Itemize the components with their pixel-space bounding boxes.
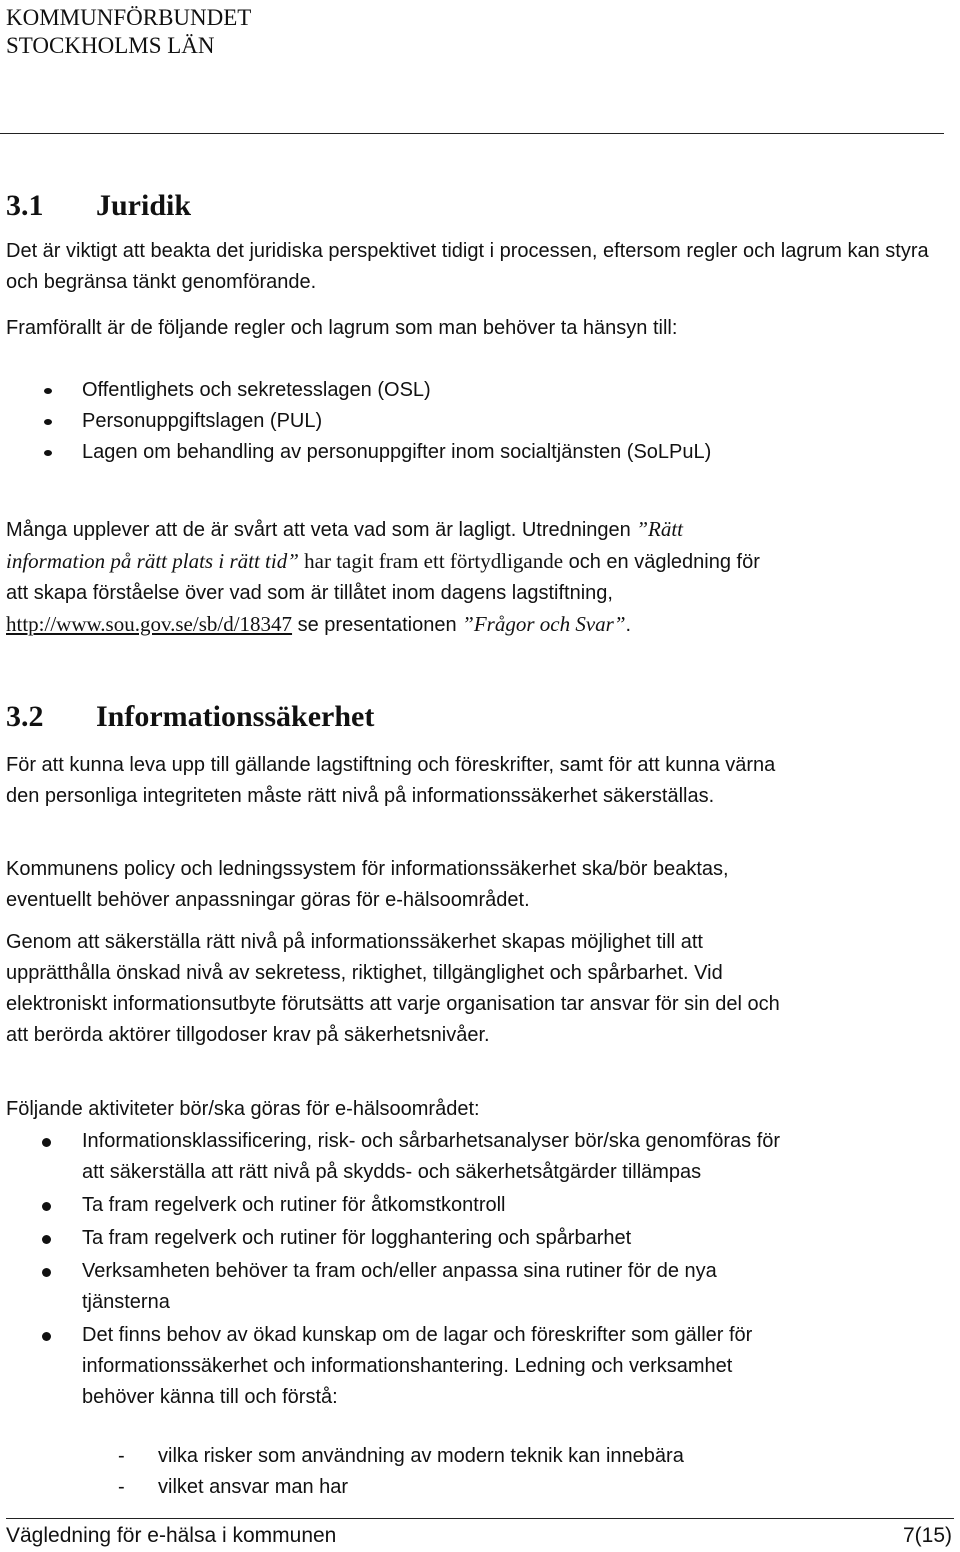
list-item: Ta fram regelverk och rutiner för åtkomstkontroll <box>0 1190 790 1221</box>
list-item: Informationsklassificering, risk- och sårbarhetsanalyser bör/ska genomföras för att säkerställa att rätt nivå på skydds- och säkerhetsåtgärder tillämpas <box>0 1126 790 1188</box>
footer-title: Vägledning för e-hälsa i kommunen <box>6 1524 337 1547</box>
paragraph-text: har tagit fram ett förtydligande <box>298 549 564 573</box>
list-item <box>0 1472 930 1503</box>
dash-marker: - <box>118 1445 125 1467</box>
infosak-paragraph-3: Genom att säkerställa rätt nivå på informationssäkerhet skapas möjlighet till att upprätthålla önskad nivå av sekretess, riktighet, tillgänglighet och spårbarhet. Vid elektroniskt informationsutbyte förutsätts att varje organisation tar ansvar för sin del och att berörda aktörer tillgodoser krav på säkerhetsnivåer. <box>6 931 780 1046</box>
list-item: Det finns behov av ökad kunskap om de lagar och föreskrifter som gäller för informationssäkerhet och informationshantering. Ledning och verksamhet behöver känna till och förstå: <box>0 1320 790 1413</box>
section-heading-juridik <box>6 188 191 224</box>
list-item: Verksamheten behöver ta fram och/eller anpassa sina rutiner för de nya tjänsterna <box>0 1256 790 1318</box>
list-item: Lagen om behandling av personuppgifter inom socialtjänsten (SoLPuL) <box>0 437 930 468</box>
page-number: 7(15) <box>902 1524 952 1547</box>
dash-marker: - <box>118 1476 125 1498</box>
section-title: Juridik <box>96 189 192 222</box>
juridik-lead: Framförallt är de följande regler och lagrum som man behöver ta hänsyn till: <box>6 317 678 339</box>
infosak-paragraph-2: Kommunens policy och ledningssystem för informationssäkerhet ska/bör beaktas, eventuellt behöver anpassningar göras för e-hälsoområdet. <box>6 858 729 911</box>
sub-list <box>0 1441 930 1503</box>
list-item: Offentlighets och sekretesslagen (OSL) <box>0 375 930 406</box>
infosak-paragraph-1: För att kunna leva upp till gällande lagstiftning och föreskrifter, samt för att kunna värna den personliga integriteten måste rätt nivå på informationssäkerhet säkerställas. <box>6 754 776 807</box>
activity-list <box>0 1126 790 1413</box>
juridik-intro: Det är viktigt att beakta det juridiska perspektivet tidigt i processen, eftersom regler och lagrum kan styra och begränsa tänkt genomförande. <box>6 240 929 293</box>
org-line-2: STOCKHOLMS LÄN <box>6 33 215 58</box>
list-item <box>0 1441 930 1472</box>
law-list <box>0 375 930 468</box>
activities-lead: Följande aktiviteter bör/ska göras för e-hälsoområdet: <box>6 1098 480 1120</box>
sou-link[interactable]: http://www.sou.gov.se/sb/d/18347 <box>6 612 293 636</box>
organization-name <box>6 4 251 60</box>
list-item: Ta fram regelverk och rutiner för logghantering och spårbarhet <box>0 1223 790 1254</box>
section-number: 3.2 <box>6 700 44 733</box>
presentation-title: ”Frågor och Svar” <box>462 612 626 636</box>
section-number: 3.1 <box>6 189 44 222</box>
report-title: ”Rätt information på rätt plats i rätt tid” <box>6 517 684 573</box>
org-line-1: KOMMUNFÖRBUNDET <box>6 5 252 30</box>
section-title: Informationssäkerhet <box>96 700 375 733</box>
sub-item-text: vilket ansvar man har <box>158 1476 349 1498</box>
header-divider <box>0 133 944 134</box>
juridik-paragraph <box>6 514 786 641</box>
list-item: Personuppgiftslagen (PUL) <box>0 406 930 437</box>
paragraph-end: . <box>625 614 632 636</box>
paragraph-text: se presentationen <box>292 614 463 636</box>
paragraph-text: och en vägledning för att skapa förståelse över vad som är tillåtet inom dagens lagstiftning, <box>6 551 760 604</box>
section-heading-informationssakerhet <box>6 699 374 735</box>
paragraph-text: Många upplever att de är svårt att veta vad som är lagligt. Utredningen <box>6 519 637 541</box>
footer-divider <box>6 1518 954 1519</box>
sub-item-text: vilka risker som användning av modern teknik kan innebära <box>158 1445 684 1467</box>
